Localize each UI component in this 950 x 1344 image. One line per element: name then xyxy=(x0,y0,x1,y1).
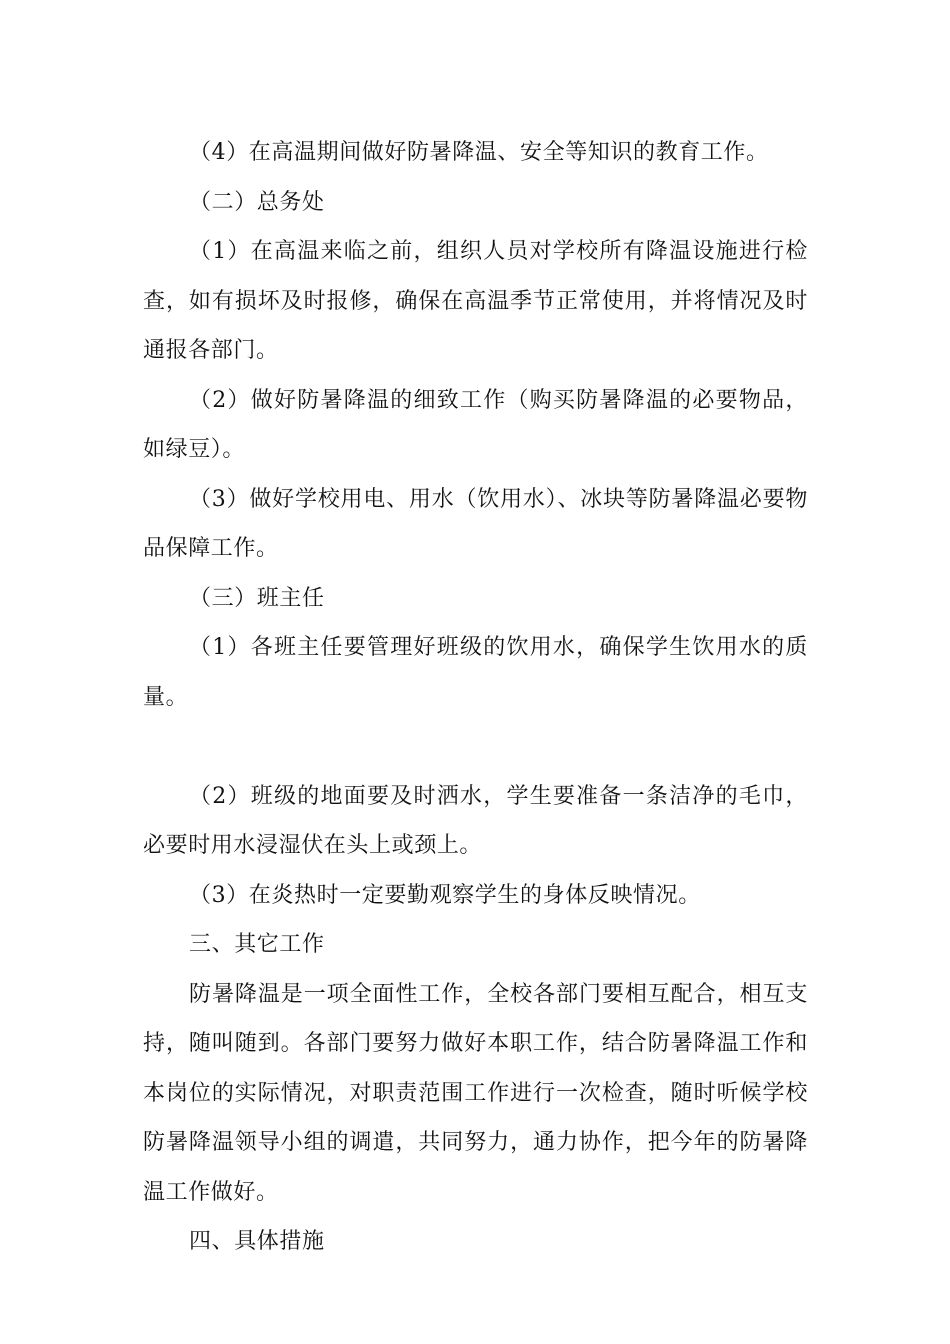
heading-general-affairs: （二）总务处 xyxy=(189,189,325,215)
paragraph-observe-students: （3）在炎热时一定要勤观察学生的身体反映情况。 xyxy=(189,882,701,908)
heading-other-work: 三、其它工作 xyxy=(189,932,325,957)
paragraph-summer-education: （4）在高温期间做好防暑降温、安全等知识的教育工作。 xyxy=(189,140,769,165)
paragraph-utilities-support: （3）做好学校用电、用水（饮用水）、冰块等防暑降温必要物品保障工作。 xyxy=(143,486,808,561)
blank-line xyxy=(143,722,808,772)
paragraph-floor-watering: （2）班级的地面要及时洒水，学生要准备一条洁净的毛巾，必要时用水浸湿伏在头上或颈上。 xyxy=(143,783,808,858)
paragraph-cooling-supplies: （2）做好防暑降温的细致工作（购买防暑降温的必要物品，如绿豆）。 xyxy=(143,387,808,462)
paragraph-facility-inspection: （1）在高温来临之前，组织人员对学校所有降温设施进行检查，如有损坏及时报修，确保在高温季节正常使用，并将情况及时通报各部门。 xyxy=(143,239,808,363)
paragraph-drinking-water: （1）各班主任要管理好班级的饮用水，确保学生饮用水的质量。 xyxy=(143,635,808,710)
document-body xyxy=(143,128,808,1267)
heading-specific-measures: 四、具体措施 xyxy=(189,1229,325,1254)
paragraph-coordination: 防暑降温是一项全面性工作，全校各部门要相互配合，相互支持，随叫随到。各部门要努力做好本职工作，结合防暑降温工作和本岗位的实际情况，对职责范围工作进行一次检查，随时听候学校防暑降温领导小组的调遣，共同努力，通力协作，把今年的防暑降温工作做好。 xyxy=(143,981,808,1205)
heading-class-teachers: （三）班主任 xyxy=(189,585,325,611)
